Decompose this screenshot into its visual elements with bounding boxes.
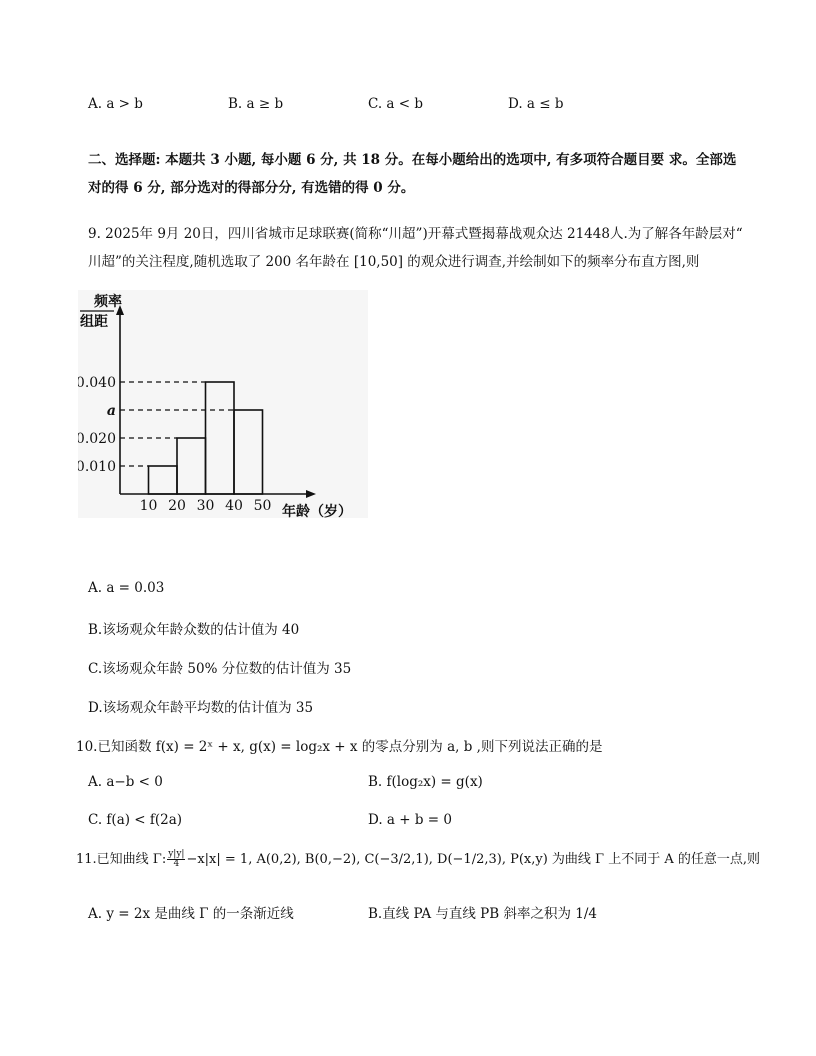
q8-option-b: B. a ≥ b — [228, 96, 284, 112]
q11-stem-post: −x|x| = 1, A(0,2), B(0,−2), C(−3/2,1), D(−1/2,3), P(x,y) 为曲线 Γ 上不同于 A 的任意一点,则 — [186, 852, 760, 867]
q10-option-a: A. a−b < 0 — [88, 774, 163, 790]
frequency-histogram — [78, 290, 368, 518]
x-tick-label-10: 10 — [139, 498, 158, 514]
q8-option-c: C. a < b — [368, 96, 424, 112]
y-tick-label-0: 0.040 — [78, 375, 116, 391]
histogram-bar-2 — [206, 382, 235, 494]
q10-option-b: B. f(log₂x) = g(x) — [368, 774, 483, 790]
q9-stem-line2: 川超”的关注程度,随机选取了 200 名年龄在 [10,50] 的观众进行调查,并绘制如下的频率分布直方图,则 — [88, 254, 700, 270]
q11-fraction — [167, 850, 185, 869]
y-label-bottom: 组距 — [80, 314, 108, 330]
x-tick-label-30: 30 — [196, 498, 215, 514]
x-axis-title: 年龄（岁） — [282, 504, 352, 518]
q10-stem: 10.已知函数 f(x) = 2ˣ + x, g(x) = log₂x + x 的零点分别为 a, b ,则下列说法正确的是 — [76, 739, 603, 755]
histogram-svg — [78, 290, 368, 518]
q8-option-d: D. a ≤ b — [508, 96, 564, 112]
q9-option-b: B.该场观众年龄众数的估计值为 40 — [88, 622, 300, 638]
q10-option-d: D. a + b = 0 — [368, 812, 452, 828]
y-tick-label-2: 0.020 — [78, 431, 116, 447]
q9-option-d: D.该场观众年龄平均数的估计值为 35 — [88, 700, 314, 716]
q11-frac-den: 4 — [173, 859, 180, 869]
histogram-bar-0 — [149, 466, 178, 494]
q11-stem-pre: 11.已知曲线 Γ: — [76, 852, 167, 867]
q8-option-a: A. a > b — [88, 96, 143, 112]
q11-option-b: B.直线 PA 与直线 PB 斜率之积为 1/4 — [368, 906, 597, 922]
q11-stem — [76, 848, 760, 869]
q9-option-a: A. a = 0.03 — [88, 580, 165, 596]
q10-option-c: C. f(a) < f(2a) — [88, 812, 183, 828]
histogram-bar-1 — [177, 438, 206, 494]
q11-option-a: A. y = 2x 是曲线 Γ 的一条渐近线 — [88, 906, 294, 922]
q9-stem-line1: 9. 2025年 9月 20日，四川省城市足球联赛(简称“川超”)开幕式暨揭幕战观众达 21448人.为了解各年龄层对“ — [88, 226, 743, 242]
x-tick-label-40: 40 — [225, 498, 243, 514]
x-tick-label-50: 50 — [253, 498, 272, 514]
x-axis-arrow — [306, 490, 316, 498]
q9-option-c: C.该场观众年龄 50% 分位数的估计值为 35 — [88, 661, 352, 677]
section-heading: 二、选择题: 本题共 3 小题, 每小题 6 分, 共 18 分。在每小题给出的选项中, 有多项符合题目要 求。全部选对的得 6 分, 部分选对的得部分分, 有选错的得 0 分。 — [88, 152, 737, 196]
histogram-bar-3 — [234, 410, 263, 494]
y-label-top: 频率 — [94, 294, 122, 310]
q11-frac-num: y|y| — [168, 849, 185, 859]
y-tick-label-1: a — [106, 403, 116, 419]
x-tick-label-20: 20 — [168, 498, 186, 514]
y-tick-label-3: 0.010 — [78, 459, 116, 475]
